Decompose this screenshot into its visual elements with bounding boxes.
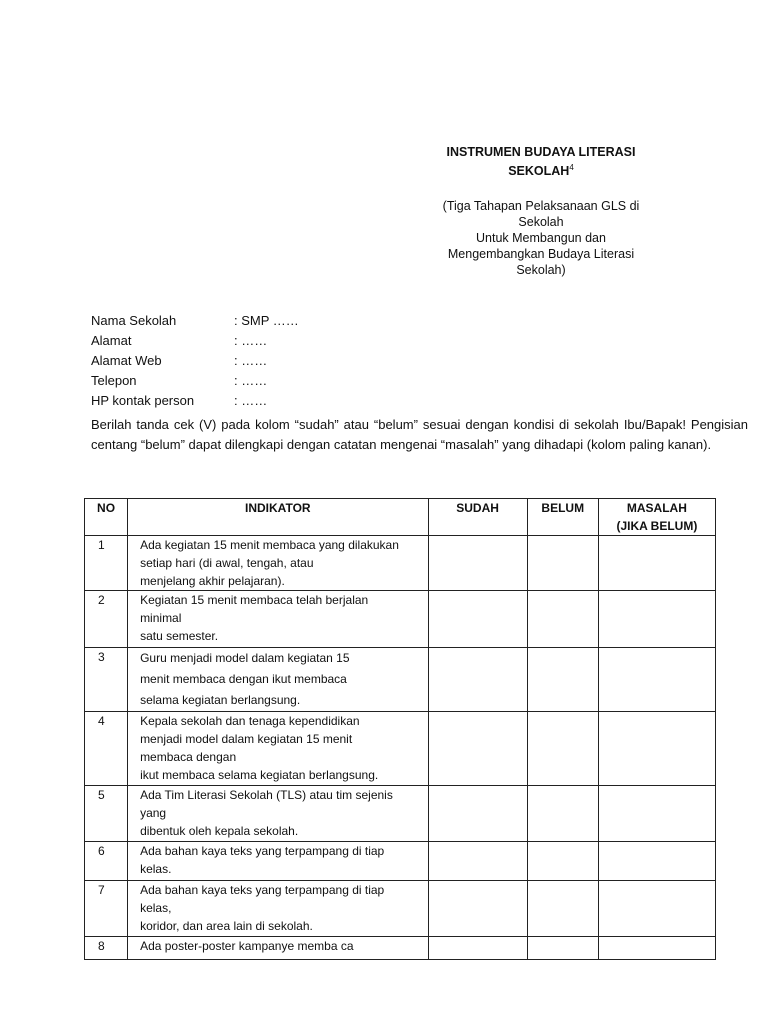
- identity-row-address: [91, 331, 651, 351]
- row-indicator: [128, 881, 428, 937]
- subtitle-line: Untuk Membangun dan: [476, 231, 606, 246]
- indicator-line: Ada bahan kaya teks yang terpampang di tiap: [140, 844, 385, 858]
- indicator-line: menit membaca dengan ikut membaca: [140, 672, 347, 686]
- document-header: [420, 144, 662, 278]
- subtitle-line: (Tiga Tahapan Pelaksanaan GLS di: [442, 199, 640, 214]
- indicator-line: kelas,: [140, 901, 172, 915]
- header-masalah-line1: MASALAH: [626, 501, 687, 515]
- belum-cell[interactable]: [527, 937, 598, 960]
- indicator-line: koridor, dan area lain di sekolah.: [140, 919, 313, 933]
- belum-cell[interactable]: [527, 842, 598, 881]
- identity-value: : ……: [234, 353, 268, 368]
- instruction-paragraph: Berilah tanda cek (V) pada kolom “sudah” atau “belum” sesuai dengan kondisi di sekolah Ibu/Bapak! Pengisian centang “belum” dapat dilengkapi dengan catatan mengenai “masalah” yang dihadapi (kolom paling kanan).: [91, 417, 748, 452]
- indicator-line: selama kegiatan berlangsung.: [140, 693, 301, 707]
- belum-cell[interactable]: [527, 591, 598, 648]
- row-indicator: [128, 648, 428, 712]
- identity-value: : ……: [234, 333, 268, 348]
- document-subtitle: [420, 198, 662, 278]
- masalah-cell[interactable]: [598, 648, 715, 712]
- indicator-line: Guru menjadi model dalam kegiatan 15: [140, 651, 350, 665]
- title-line-2: SEKOLAH: [508, 164, 570, 179]
- row-indicator: [128, 536, 428, 591]
- row-indicator: [128, 937, 428, 960]
- title-line-1: INSTRUMEN BUDAYA LITERASI: [446, 145, 636, 159]
- row-number: 3: [85, 648, 128, 712]
- masalah-cell[interactable]: [598, 591, 715, 648]
- header-indikator: INDIKATOR: [128, 499, 428, 536]
- subtitle-line: Mengembangkan Budaya Literasi: [447, 247, 635, 262]
- indicator-line: menjelang akhir pelajaran).: [140, 574, 285, 588]
- row-indicator: [128, 712, 428, 786]
- belum-cell[interactable]: [527, 536, 598, 591]
- header-no: NO: [85, 499, 128, 536]
- identity-value: : ……: [234, 373, 268, 388]
- identity-label: Nama Sekolah: [91, 313, 177, 328]
- indicator-line: yang: [140, 806, 167, 820]
- indicator-line: satu semester.: [140, 629, 219, 643]
- identity-row-school-name: [91, 311, 651, 331]
- indicator-line: setiap hari (di awal, tengah, atau: [140, 556, 314, 570]
- row-indicator: [128, 786, 428, 842]
- identity-row-contact: [91, 391, 651, 411]
- indicator-line: minimal: [140, 611, 182, 625]
- identity-row-website: [91, 351, 651, 371]
- sudah-cell[interactable]: [428, 536, 527, 591]
- indicator-line: Ada poster-poster kampanye memba ca: [140, 939, 354, 953]
- indicator-line: Ada bahan kaya teks yang terpampang di tiap: [140, 883, 385, 897]
- school-identity: [91, 311, 651, 411]
- belum-cell[interactable]: [527, 881, 598, 937]
- table-row: [85, 937, 716, 960]
- identity-value: : SMP ……: [234, 313, 299, 328]
- table-row: [85, 786, 716, 842]
- indicator-line: Kepala sekolah dan tenaga kependidikan: [140, 714, 360, 728]
- table-row: [85, 712, 716, 786]
- indicator-line: membaca dengan: [140, 750, 237, 764]
- row-number: 8: [85, 937, 128, 960]
- table-row: [85, 536, 716, 591]
- indicator-table: [84, 498, 716, 960]
- belum-cell[interactable]: [527, 648, 598, 712]
- sudah-cell[interactable]: [428, 937, 527, 960]
- sudah-cell[interactable]: [428, 786, 527, 842]
- table-header-row: [85, 499, 716, 536]
- identity-row-phone: [91, 371, 651, 391]
- row-indicator: [128, 591, 428, 648]
- sudah-cell[interactable]: [428, 648, 527, 712]
- header-masalah: [598, 499, 715, 536]
- row-number: 2: [85, 591, 128, 648]
- footnote-mark: 4: [569, 163, 574, 172]
- masalah-cell[interactable]: [598, 937, 715, 960]
- belum-cell[interactable]: [527, 786, 598, 842]
- row-number: 5: [85, 786, 128, 842]
- sudah-cell[interactable]: [428, 591, 527, 648]
- row-number: 7: [85, 881, 128, 937]
- indicator-line: ikut membaca selama kegiatan berlangsung.: [140, 768, 379, 782]
- indicator-line: Ada Tim Literasi Sekolah (TLS) atau tim sejenis: [140, 788, 393, 802]
- belum-cell[interactable]: [527, 712, 598, 786]
- identity-label: Alamat: [91, 333, 132, 348]
- header-masalah-line2: (JIKA BELUM): [616, 519, 698, 533]
- table-row: [85, 648, 716, 712]
- table-row: [85, 881, 716, 937]
- subtitle-line: Sekolah: [518, 215, 564, 230]
- identity-label: HP kontak person: [91, 393, 195, 408]
- table-row: [85, 842, 716, 881]
- indicator-line: kelas.: [140, 862, 172, 876]
- masalah-cell[interactable]: [598, 536, 715, 591]
- identity-label: Alamat Web: [91, 353, 162, 368]
- row-number: 4: [85, 712, 128, 786]
- row-number: 1: [85, 536, 128, 591]
- table-row: [85, 591, 716, 648]
- identity-label: Telepon: [91, 373, 137, 388]
- header-belum: BELUM: [527, 499, 598, 536]
- indicator-line: Ada kegiatan 15 menit membaca yang dilakukan: [140, 538, 399, 552]
- sudah-cell[interactable]: [428, 881, 527, 937]
- document-title: [420, 144, 662, 179]
- indicator-line: menjadi model dalam kegiatan 15 menit: [140, 732, 353, 746]
- masalah-cell[interactable]: [598, 842, 715, 881]
- subtitle-line: Sekolah): [516, 263, 566, 278]
- sudah-cell[interactable]: [428, 842, 527, 881]
- indicator-line: dibentuk oleh kepala sekolah.: [140, 824, 299, 838]
- identity-value: : ……: [234, 393, 268, 408]
- header-sudah: SUDAH: [428, 499, 527, 536]
- row-number: 6: [85, 842, 128, 881]
- indicator-line: Kegiatan 15 menit membaca telah berjalan: [140, 593, 369, 607]
- masalah-cell[interactable]: [598, 786, 715, 842]
- masalah-cell[interactable]: [598, 712, 715, 786]
- row-indicator: [128, 842, 428, 881]
- masalah-cell[interactable]: [598, 881, 715, 937]
- sudah-cell[interactable]: [428, 712, 527, 786]
